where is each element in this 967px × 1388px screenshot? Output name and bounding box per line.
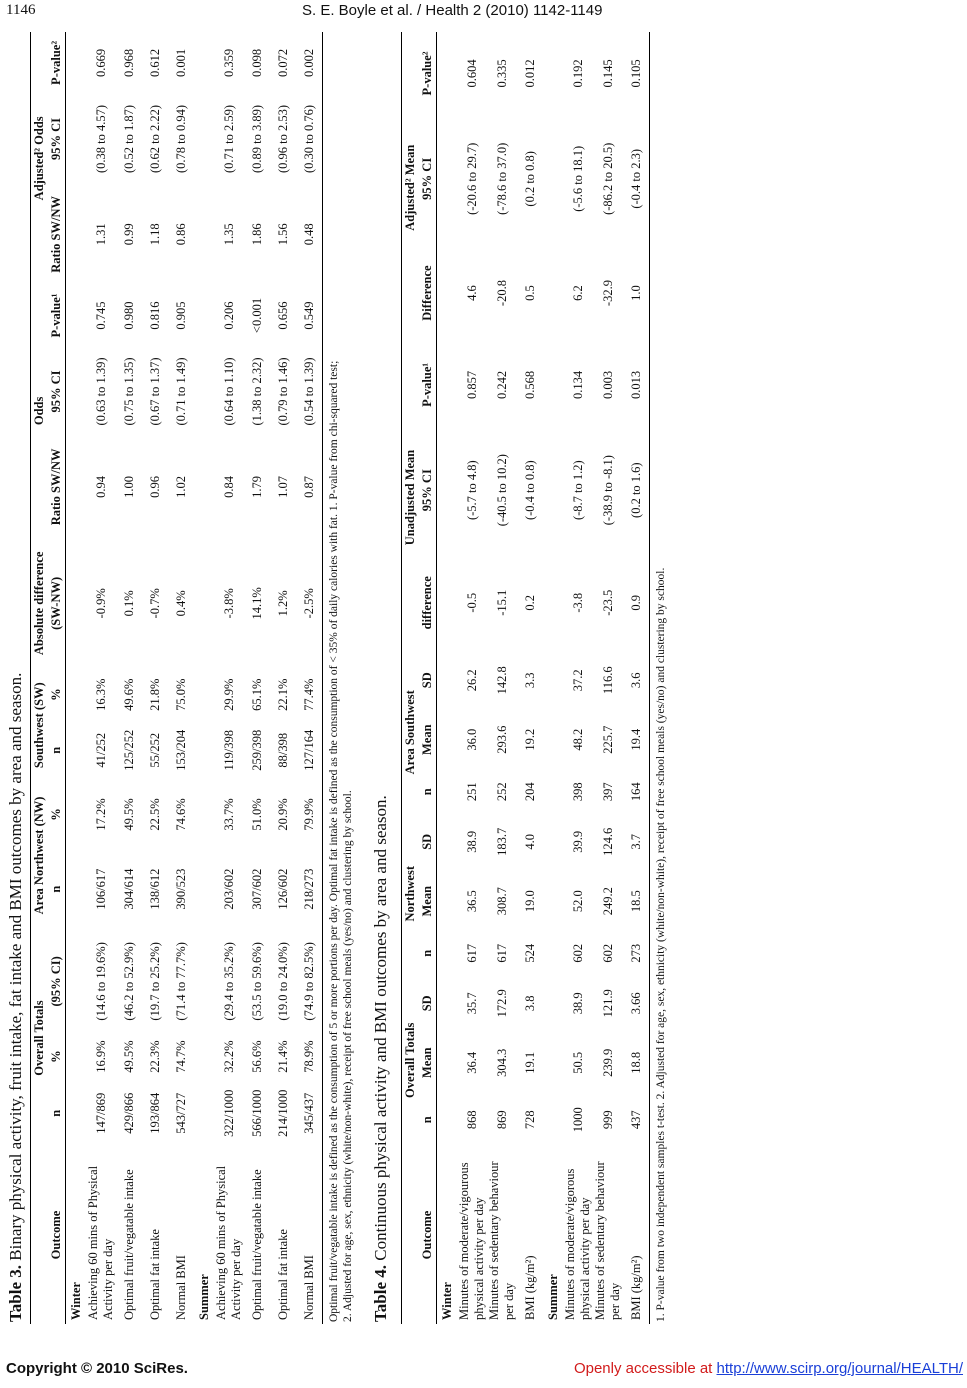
table-cell: 252 — [494, 782, 509, 802]
table-cell: 0.145 — [600, 59, 615, 88]
table-cell: 0.905 — [173, 301, 188, 330]
table-cell: 0.48 — [301, 223, 316, 246]
table3-group-label: Winter — [68, 1282, 83, 1320]
table-cell: 32.2% — [221, 1040, 236, 1073]
table-cell: 0.134 — [570, 370, 585, 399]
table-cell: 78.9% — [301, 1040, 316, 1073]
table-cell: 106/617 — [93, 868, 108, 910]
table-cell: 39.9 — [570, 830, 585, 853]
table-cell: 20.9% — [275, 798, 290, 831]
table-cell: -0.7% — [147, 588, 162, 619]
table-row — [623, 32, 650, 1324]
table-cell: 36.0 — [464, 728, 479, 751]
row-outcome: Optimal fat intake — [147, 1229, 162, 1320]
table-cell: -20.8 — [494, 280, 509, 307]
table-cell: 0.87 — [301, 475, 316, 498]
table-cell: (46.2 to 52.9%) — [121, 942, 136, 1021]
table-cell: 37.2 — [570, 669, 585, 692]
table-cell: 65.1% — [249, 678, 264, 711]
table-cell: -23.5 — [600, 589, 615, 616]
table-row — [457, 32, 487, 1324]
table-cell: 1.07 — [275, 475, 290, 498]
table-cell: 0.013 — [628, 370, 643, 399]
table-cell: (-86.2 to 20.5) — [600, 142, 615, 215]
table-cell: 0.549 — [301, 301, 316, 330]
table-cell: (0.96 to 2.53) — [275, 104, 290, 173]
t4-group-sw: Area Southwest — [403, 690, 417, 775]
t3-group-absdiff: Absolute difference — [32, 551, 46, 656]
table-cell: 142.8 — [494, 666, 509, 695]
table-cell: (0.78 to 0.94) — [173, 104, 188, 173]
table-cell: -3.8% — [221, 588, 236, 619]
table-cell: 3.8 — [522, 995, 537, 1012]
table-cell: 36.5 — [464, 890, 479, 913]
table-cell: 3.7 — [628, 833, 643, 850]
table-cell: 19.0 — [522, 890, 537, 913]
table-cell: 22.3% — [147, 1040, 162, 1073]
table-cell: 21.4% — [275, 1040, 290, 1073]
table-cell: 26.2 — [464, 669, 479, 692]
table-cell: 1.0 — [628, 285, 643, 301]
table-cell: 397 — [600, 782, 615, 802]
t4-group-adj: Adjusted² Mean — [403, 144, 417, 231]
table-cell: (-0.4 to 2.3) — [628, 148, 643, 209]
journal-link[interactable]: http://www.scirp.org/journal/HEALTH/ — [716, 1360, 963, 1377]
table-cell: 22.1% — [275, 678, 290, 711]
table-cell: 602 — [600, 943, 615, 963]
table-row — [593, 32, 623, 1324]
table4-col-header: Mean — [420, 724, 434, 755]
table-cell: 868 — [464, 1110, 479, 1130]
table-row — [142, 32, 168, 1324]
table-cell: 0.857 — [464, 370, 479, 399]
table-cell: 0.84 — [221, 475, 236, 498]
table-cell: 6.2 — [570, 285, 585, 301]
table-cell: (0.67 to 1.37) — [147, 357, 162, 426]
table-cell: 138/612 — [147, 868, 162, 910]
table-cell: 172.9 — [494, 989, 509, 1018]
table4-col-header: Mean — [420, 1047, 434, 1079]
t3-group-odds: Odds — [32, 396, 46, 426]
table-cell: (-0.4 to 0.8) — [522, 460, 537, 521]
table-cell: 16.9% — [93, 1040, 108, 1073]
table-cell: <0.001 — [249, 297, 264, 334]
table4-label: Table 4. — [371, 1264, 390, 1322]
table-cell: 390/523 — [173, 868, 188, 910]
table-cell: 203/602 — [221, 868, 236, 910]
table3-label: Table 3. — [6, 1264, 25, 1322]
table-cell: 273 — [628, 943, 643, 963]
table-cell: 0.612 — [147, 48, 162, 77]
table-cell: 398 — [570, 782, 585, 802]
table3-notes — [327, 32, 355, 1322]
table-cell: 0.206 — [221, 301, 236, 330]
table3-col-header: n — [49, 885, 63, 893]
table-cell: 304.3 — [494, 1048, 509, 1077]
table3-col-header: Outcome — [49, 1210, 63, 1260]
table3-col-header: Ratio SW/NW — [49, 448, 63, 526]
table-cell: 52.0 — [570, 890, 585, 913]
table-cell: 153/204 — [173, 729, 188, 771]
table-cell: 4.6 — [464, 285, 479, 301]
table-cell: (0.63 to 1.39) — [93, 357, 108, 426]
t3-group-nw: Area Northwest (NW) — [32, 796, 46, 915]
table-cell: 0.99 — [121, 223, 136, 246]
table-cell: 869 — [494, 1110, 509, 1130]
table-cell: 0.96 — [147, 475, 162, 498]
table-cell: 322/1000 — [221, 1089, 236, 1137]
table-cell: (0.2 to 0.8) — [522, 151, 537, 207]
page-number: 1146 — [6, 2, 36, 18]
table-cell: 0.816 — [147, 301, 162, 330]
table-cell: 999 — [600, 1110, 615, 1130]
table-cell: (-8.7 to 1.2) — [570, 460, 585, 521]
table-row — [517, 32, 543, 1324]
table-cell: 36.4 — [464, 1051, 479, 1074]
table-cell: 0.94 — [93, 475, 108, 498]
table-cell: 51.0% — [249, 798, 264, 831]
table-cell: 0.669 — [93, 48, 108, 77]
table-cell: (-20.6 to 29.7) — [464, 142, 479, 215]
table4-title: Continuous physical activity and BMI outcomes by area and season. — [371, 795, 390, 1265]
table-cell: 35.7 — [464, 992, 479, 1015]
table4 — [401, 32, 650, 1324]
table-cell: 602 — [570, 943, 585, 963]
table-cell: 0.192 — [570, 59, 585, 88]
table3-col-header: (SW-NW) — [49, 576, 63, 630]
table-cell: (0.38 to 4.57) — [93, 104, 108, 173]
table3-col-header: n — [49, 1109, 63, 1117]
table-cell: (0.75 to 1.35) — [121, 357, 136, 426]
table-cell: 3.66 — [628, 992, 643, 1015]
table-cell: 56.6% — [249, 1040, 264, 1073]
open-access-note: Openly accessible at http://www.scirp.org/journal/HEALTH/ — [573, 1360, 963, 1377]
table-cell: 193/864 — [147, 1092, 162, 1134]
table-cell: 0.604 — [464, 59, 479, 88]
table-cell: 38.9 — [570, 992, 585, 1015]
table-row — [86, 32, 116, 1324]
table3 — [30, 32, 323, 1324]
t4-group-unadj: Unadjusted Mean — [403, 449, 417, 546]
table3-col-header: 95% CI — [49, 117, 63, 160]
copyright: Copyright © 2010 SciRes. — [6, 1360, 188, 1377]
table-cell: (71.4 to 77.7%) — [173, 942, 188, 1021]
table3-col-header: % — [49, 1050, 63, 1063]
table-cell: 249.2 — [600, 887, 615, 916]
table-cell: 0.072 — [275, 48, 290, 77]
table-cell: 183.7 — [494, 827, 509, 856]
table-cell: 214/1000 — [275, 1089, 290, 1137]
table-cell: 204 — [522, 782, 537, 802]
table-cell: 1.35 — [221, 223, 236, 246]
table-cell: 259/398 — [249, 729, 264, 771]
t4-group-overall: Overall Totals — [403, 1022, 417, 1098]
table-cell: 147/869 — [93, 1092, 108, 1134]
table-row — [214, 32, 244, 1324]
table-cell: 1.56 — [275, 223, 290, 246]
row-outcome: Normal BMI — [301, 1255, 316, 1320]
table-cell: 0.001 — [173, 48, 188, 77]
table-cell: (14.6 to 19.6%) — [93, 942, 108, 1021]
table-cell: (-78.6 to 37.0) — [494, 142, 509, 215]
row-outcome: BMI (kg/m²) — [628, 1255, 643, 1320]
table4-col-header: P-value² — [420, 51, 434, 96]
table-cell: 119/398 — [221, 730, 236, 771]
table-cell: -3.8 — [570, 592, 585, 613]
table-cell: 3.6 — [628, 672, 643, 689]
table-cell: 1000 — [570, 1107, 585, 1133]
table-cell: (0.89 to 3.89) — [249, 104, 264, 173]
table-cell: -0.5 — [464, 592, 479, 613]
table-cell: 0.003 — [600, 370, 615, 399]
table-cell: 251 — [464, 782, 479, 802]
table3-note1: Optimal fruit/vegatable intake is defined as the consumption of 5 or more portions per day. Optimal fat intake is defined as the consumption of < 35% of daily calories with fat. 1. P-value from chi-squared test; — [328, 360, 340, 1322]
table-cell: 14.1% — [249, 587, 264, 620]
t3-group-adjodds: Adjusted² Odds — [32, 116, 46, 201]
table4-col-header: P-value¹ — [420, 362, 434, 407]
table4-col-header: SD — [420, 995, 434, 1012]
table-cell: 19.4 — [628, 728, 643, 751]
table-cell: (19.7 to 25.2%) — [147, 942, 162, 1021]
table4-col-header: Outcome — [420, 1210, 434, 1260]
table4-col-header: n — [420, 1116, 434, 1124]
table-row — [168, 32, 194, 1324]
table-cell: 33.7% — [221, 798, 236, 831]
table-cell: 728 — [522, 1110, 537, 1130]
table-cell: (-38.9 to -8.1) — [600, 455, 615, 526]
table4-group-label: Winter — [439, 1282, 454, 1320]
table-cell: 1.2% — [275, 590, 290, 617]
table-cell: 429/866 — [121, 1092, 136, 1134]
table-cell: 18.5 — [628, 890, 643, 913]
table-cell: (-40.5 to 10.2) — [494, 454, 509, 527]
table-cell: (-5.6 to 18.1) — [570, 145, 585, 212]
table-row — [116, 32, 142, 1324]
row-outcome: Normal BMI — [173, 1255, 188, 1320]
table-cell: (74.9 to 82.5%) — [301, 942, 316, 1021]
table-cell: 29.9% — [221, 678, 236, 711]
table-cell: (19.0 to 24.0%) — [275, 942, 290, 1021]
table-cell: (0.54 to 1.39) — [301, 357, 316, 426]
table-cell: (1.38 to 2.32) — [249, 357, 264, 426]
table-cell: (0.71 to 1.49) — [173, 357, 188, 426]
table-cell: -0.9% — [93, 588, 108, 619]
table4-col-header: SD — [420, 672, 434, 689]
table-cell: 17.2% — [93, 798, 108, 831]
table-cell: 21.8% — [147, 678, 162, 711]
row-outcome: BMI (kg/m²) — [522, 1255, 537, 1320]
table4-col-header: n — [420, 949, 434, 957]
table-cell: 0.2 — [522, 594, 537, 611]
row-outcome: Achieving 60 mins of Physical Activity per day — [86, 1165, 115, 1320]
table-cell: (29.4 to 35.2%) — [221, 942, 236, 1021]
table-cell: 1.02 — [173, 475, 188, 498]
table-cell: 50.5 — [570, 1051, 585, 1074]
table-cell: -32.9 — [600, 280, 615, 307]
table-cell: 41/252 — [93, 732, 108, 768]
table-cell: 0.568 — [522, 370, 537, 399]
page-header — [0, 2, 967, 24]
table4-col-header: SD — [420, 833, 434, 850]
table-cell: 307/602 — [249, 868, 264, 910]
table-cell: 88/398 — [275, 732, 290, 768]
row-outcome: Minutes of sedentary behaviour per day — [487, 1161, 516, 1320]
table3-title: Binary physical activity, fruit intake, fat intake and BMI outcomes by area and season. — [6, 672, 25, 1265]
table-cell: 1.18 — [147, 223, 162, 246]
table4-group-label: Summer — [545, 1274, 560, 1320]
row-outcome: Optimal fruit/vegatable intake — [249, 1169, 264, 1320]
table-cell: 4.0 — [522, 833, 537, 850]
running-title: S. E. Boyle et al. / Health 2 (2010) 1142-1149 — [302, 2, 603, 19]
row-outcome: Optimal fat intake — [275, 1229, 290, 1320]
table4-col-header: 95% CI — [420, 469, 434, 512]
page-footer — [0, 1360, 967, 1386]
table4-col-header: 95% CI — [420, 157, 434, 200]
table-cell: 0.968 — [121, 48, 136, 77]
table-cell: 0.745 — [93, 301, 108, 330]
table-cell: 0.002 — [301, 48, 316, 77]
table-cell: (-5.7 to 4.8) — [464, 460, 479, 521]
table-cell: (0.62 to 2.22) — [147, 104, 162, 173]
table-cell: 164 — [628, 782, 643, 802]
table-cell: 0.9 — [628, 594, 643, 611]
table-cell: 0.86 — [173, 223, 188, 246]
table-row — [270, 32, 296, 1324]
table-cell: 524 — [522, 943, 537, 963]
table-cell: 0.335 — [494, 59, 509, 88]
table-cell: 77.4% — [301, 678, 316, 711]
t3-group-overall: Overall Totals — [32, 1000, 46, 1076]
table-cell: 38.9 — [464, 830, 479, 853]
table-cell: 293.6 — [494, 725, 509, 754]
table4-col-header: n — [420, 788, 434, 796]
table-row — [296, 32, 323, 1324]
table4-caption — [371, 28, 395, 1322]
table3-caption — [6, 28, 30, 1322]
row-outcome: Optimal fruit/vegatable intake — [121, 1169, 136, 1320]
table-cell: (0.2 to 1.6) — [628, 462, 643, 518]
table-cell: -15.1 — [494, 589, 509, 616]
table4-note: 1. P-value from two independent samples t-test. 2. Adjusted for age, sex, ethnicity (white/non-white), receipt of free school meals (yes/no) and clustering by school. — [655, 567, 667, 1322]
table-cell: 121.9 — [600, 989, 615, 1018]
table-cell: 308.7 — [494, 887, 509, 916]
table-cell: 617 — [464, 943, 479, 963]
table-cell: 239.9 — [600, 1048, 615, 1077]
table3-col-header: (95% CI) — [49, 956, 63, 1007]
table-cell: 617 — [494, 943, 509, 963]
table-cell: 19.2 — [522, 728, 537, 751]
table-cell: 0.656 — [275, 301, 290, 330]
table-cell: 124.6 — [600, 827, 615, 856]
row-outcome: Minutes of sedentary behaviour per day — [593, 1161, 622, 1320]
table-cell: 127/164 — [301, 729, 316, 771]
table-cell: 49.5% — [121, 1040, 136, 1073]
table-cell: 3.3 — [522, 672, 537, 689]
table-cell: 49.5% — [121, 798, 136, 831]
table-cell: 566/1000 — [249, 1089, 264, 1137]
row-outcome: Achieving 60 mins of Physical Activity per day — [214, 1165, 243, 1320]
row-outcome: Minutes of moderate/vigourous physical activity per day — [457, 1162, 486, 1320]
table-cell: 0.242 — [494, 370, 509, 399]
table-cell: 116.6 — [600, 666, 615, 695]
table3-col-header: % — [49, 808, 63, 821]
table-cell: (0.52 to 1.87) — [121, 104, 136, 173]
table3-col-header: P-value² — [49, 40, 63, 85]
table-cell: 0.5 — [522, 285, 537, 301]
table-cell: 75.0% — [173, 678, 188, 711]
row-outcome: Minutes of moderate/vigorous physical activity per day — [563, 1168, 592, 1320]
table-row — [487, 32, 517, 1324]
table-cell: 304/614 — [121, 868, 136, 910]
table-cell: (0.71 to 2.59) — [221, 104, 236, 173]
table-cell: (0.30 to 0.76) — [301, 104, 316, 173]
table-cell: 1.86 — [249, 223, 264, 246]
table3-col-header: % — [49, 688, 63, 701]
table-cell: 18.8 — [628, 1051, 643, 1074]
table-cell: (0.79 to 1.46) — [275, 357, 290, 426]
table-cell: 0.098 — [249, 48, 264, 77]
table-cell: 0.1% — [121, 590, 136, 617]
table4-col-header: difference — [420, 576, 434, 630]
table-cell: 345/437 — [301, 1092, 316, 1134]
table-cell: 74.7% — [173, 1040, 188, 1073]
table-cell: 49.6% — [121, 678, 136, 711]
table3-group-label: Summer — [196, 1274, 211, 1320]
table-cell: 1.79 — [249, 475, 264, 498]
table3-col-header: Ratio SW/NW — [49, 195, 63, 273]
table3-note2: 2. Adjusted for age, sex, ethnicity (white/non-white), receipt of free school meals (yes/no) and clustering by school. — [342, 790, 354, 1322]
table-cell: 437 — [628, 1110, 643, 1130]
table-cell: 125/252 — [121, 729, 136, 771]
t4-group-nw: Northwest — [403, 866, 417, 922]
table-cell: 126/602 — [275, 868, 290, 910]
table-cell: 1.00 — [121, 475, 136, 498]
table-cell: 0.4% — [173, 590, 188, 617]
table-cell: 0.980 — [121, 301, 136, 330]
rotated-tables — [2, 28, 964, 1334]
table3-col-header: n — [49, 746, 63, 754]
table-cell: 0.105 — [628, 59, 643, 88]
table-cell: (0.64 to 1.10) — [221, 357, 236, 426]
table-cell: 19.1 — [522, 1051, 537, 1074]
table-cell: -2.5% — [301, 588, 316, 619]
table-cell: 225.7 — [600, 725, 615, 754]
table4-col-header: Mean — [420, 885, 434, 917]
table4-col-header: Difference — [420, 265, 434, 321]
table-cell: 16.3% — [93, 678, 108, 711]
table-cell: 543/727 — [173, 1092, 188, 1134]
table3-col-header: 95% CI — [49, 370, 63, 413]
table-cell: 79.9% — [301, 798, 316, 831]
table-cell: 218/273 — [301, 868, 316, 910]
table3-col-header: P-value¹ — [49, 293, 63, 338]
table-cell: 74.6% — [173, 798, 188, 831]
table-cell: 22.5% — [147, 798, 162, 831]
table-cell: 55/252 — [147, 732, 162, 768]
table-row — [244, 32, 270, 1324]
table-cell: 48.2 — [570, 728, 585, 751]
table-row — [563, 32, 593, 1324]
table-cell: (53.5 to 59.6%) — [249, 942, 264, 1021]
t3-group-sw: Southwest (SW) — [32, 682, 46, 769]
table-cell: 0.012 — [522, 59, 537, 88]
table-cell: 1.31 — [93, 223, 108, 246]
table-cell: 0.359 — [221, 48, 236, 77]
